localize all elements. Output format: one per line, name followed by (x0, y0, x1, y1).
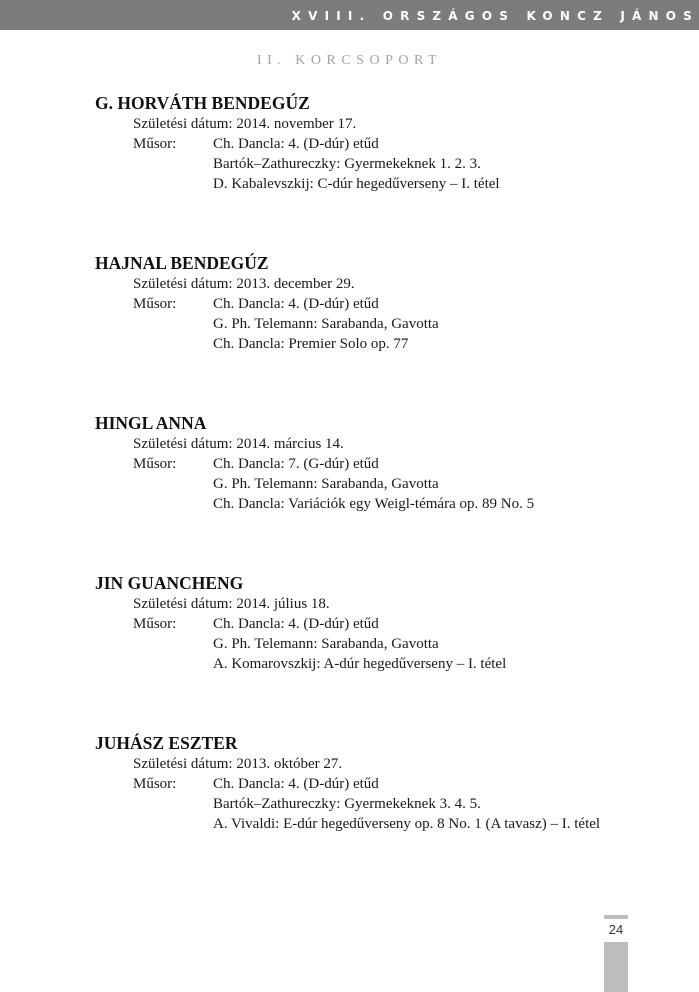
birth-date: Születési dátum: 2014. március 14. (133, 436, 344, 452)
program-line (95, 174, 655, 194)
program-label: Műsor: (133, 616, 177, 632)
program-piece: D. Kabalevszkij: C-dúr hegedűverseny – I. tétel (213, 176, 500, 192)
header-bar (0, 0, 699, 30)
program-piece: Bartók–Zathureczky: Gyermekeknek 3. 4. 5. (213, 796, 481, 812)
running-title: XVIII. ORSZÁGOS KONCZ JÁNOS (291, 9, 699, 23)
participant-entry (95, 92, 655, 194)
page-tab-bottom (604, 942, 628, 992)
program-line (95, 134, 655, 154)
participant-name: JIN GUANCHENG (95, 573, 244, 593)
program-line (95, 794, 655, 814)
program-line (95, 294, 655, 314)
program-piece: Ch. Dancla: 4. (D-dúr) etűd (213, 296, 379, 312)
program-piece: G. Ph. Telemann: Sarabanda, Gavotta (213, 636, 439, 652)
participant-name: G. HORVÁTH BENDEGÚZ (95, 93, 310, 113)
program-label: Műsor: (133, 296, 177, 312)
program-line (95, 774, 655, 794)
participant-entry (95, 412, 655, 514)
program-line (95, 454, 655, 474)
program-label: Műsor: (133, 136, 177, 152)
program-line (95, 494, 655, 514)
birth-date: Születési dátum: 2014. november 17. (133, 116, 357, 132)
program-line (95, 154, 655, 174)
program-piece: Ch. Dancla: Variációk egy Weigl-témára op. 89 No. 5 (213, 496, 535, 512)
program-piece: G. Ph. Telemann: Sarabanda, Gavotta (213, 476, 439, 492)
participant-name: JUHÁSZ ESZTER (95, 733, 238, 753)
birth-date: Születési dátum: 2013. október 27. (133, 756, 343, 772)
program-piece: Ch. Dancla: 4. (D-dúr) etűd (213, 776, 379, 792)
program-piece: Bartók–Zathureczky: Gyermekeknek 1. 2. 3. (213, 156, 481, 172)
participant-entry (95, 732, 655, 834)
program-line (95, 314, 655, 334)
birth-date: Születési dátum: 2014. július 18. (133, 596, 330, 612)
page-tab-top (604, 915, 628, 919)
group-title: II. KORCSOPORT (256, 53, 443, 68)
participant-name: HINGL ANNA (95, 413, 207, 433)
program-piece: G. Ph. Telemann: Sarabanda, Gavotta (213, 316, 439, 332)
program-line (95, 474, 655, 494)
program-line (95, 614, 655, 634)
program-label: Műsor: (133, 776, 177, 792)
participant-entry (95, 572, 655, 674)
participant-name: HAJNAL BENDEGÚZ (95, 253, 269, 273)
participant-entry (95, 252, 655, 354)
birth-date: Születési dátum: 2013. december 29. (133, 276, 355, 292)
program-label: Műsor: (133, 456, 177, 472)
program-piece: A. Vivaldi: E-dúr hegedűverseny op. 8 No. 1 (A tavasz) – I. tétel (213, 816, 601, 832)
program-piece: A. Komarovszkij: A-dúr hegedűverseny – I. tétel (213, 656, 507, 672)
program-line (95, 634, 655, 654)
program-line (95, 814, 655, 834)
program-piece: Ch. Dancla: 4. (D-dúr) etűd (213, 616, 379, 632)
program-piece: Ch. Dancla: 4. (D-dúr) etűd (213, 136, 379, 152)
page-number: 24 (608, 922, 624, 937)
program-piece: Ch. Dancla: 7. (G-dúr) etűd (213, 456, 379, 472)
program-line (95, 654, 655, 674)
program-piece: Ch. Dancla: Premier Solo op. 77 (213, 336, 409, 352)
program-line (95, 334, 655, 354)
